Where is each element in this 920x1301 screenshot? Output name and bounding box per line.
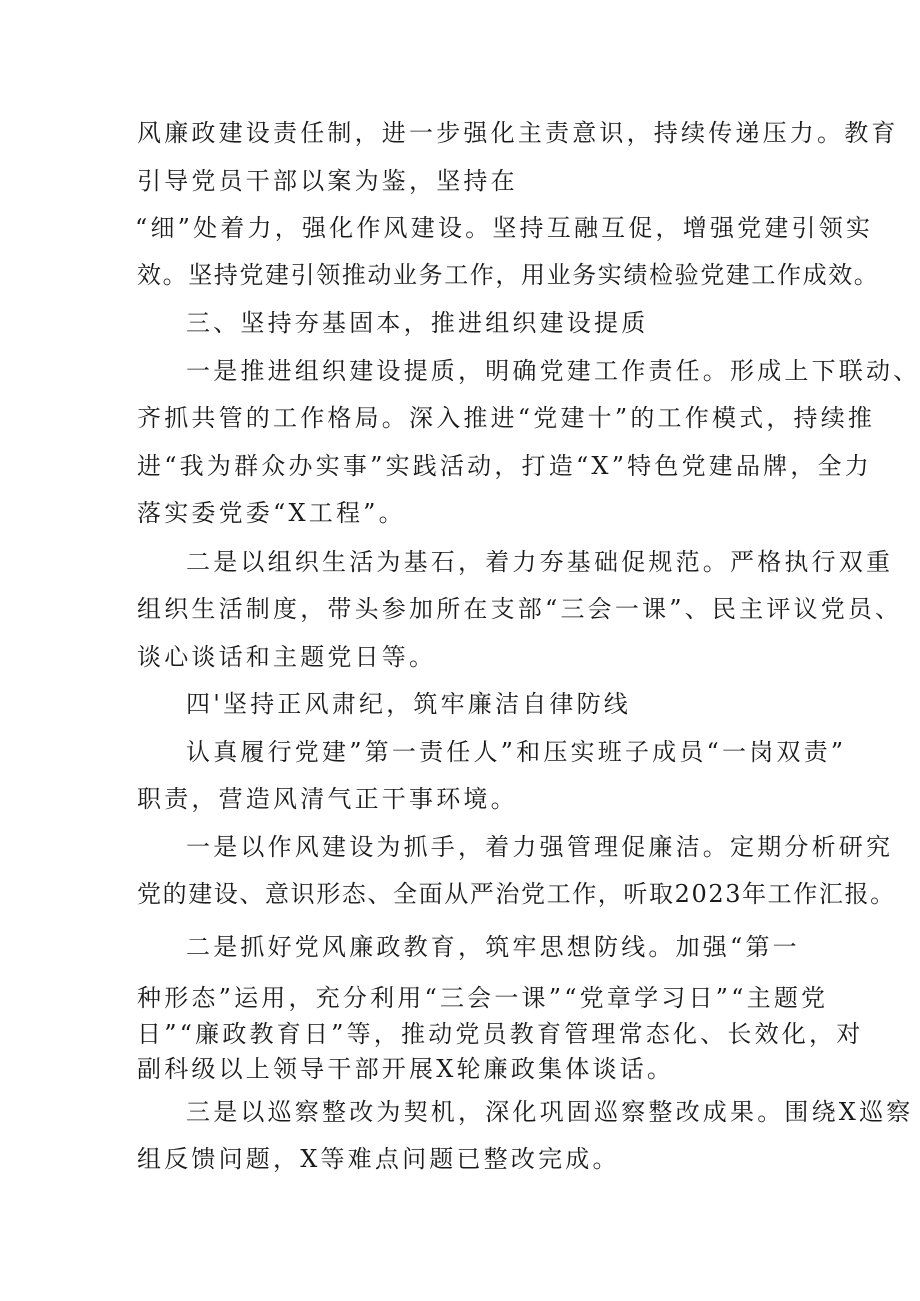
section-heading: 三、坚持夯基固本，推进组织建设提质 bbox=[186, 309, 649, 337]
text-line: 一是推进组织建设提质，明确党建工作责任。形成上下联动、 bbox=[186, 357, 920, 385]
text-line: 日”“廉政教育日”等，推动党员教育管理常态化、长效化，对 bbox=[137, 1020, 864, 1048]
text-line: 进“我为群众办实事”实践活动，打造“X”特色党建品牌，全力 bbox=[137, 452, 872, 480]
text-line: 齐抓共管的工作格局。深入推进“党建十”的工作模式，持续推 bbox=[137, 404, 876, 432]
text-line: 二是以组织生活为基石，着力夯基础促规范。严格执行双重 bbox=[186, 548, 894, 576]
text-line: 组反馈问题，X等难点问题已整改完成。 bbox=[137, 1145, 620, 1173]
text-line: 种形态”运用，充分利用“三会一课”“党章学习日”“主题党 bbox=[137, 984, 829, 1012]
text-line: 二是抓好党风廉政教育，筑牢思想防线。加强“第一 bbox=[186, 933, 800, 961]
section-heading: 四'坚持正风肃纪，筑牢廉洁自律防线 bbox=[186, 690, 631, 718]
text-line: 引导党员干部以案为鉴，坚持在 bbox=[137, 167, 518, 195]
text-line: 认真履行党建”第一责任人”和压实班子成员“一岗双责” bbox=[186, 738, 847, 766]
text-line: 职责，营造风清气正干事环境。 bbox=[137, 785, 518, 813]
text-line: 三是以巡察整改为契机，深化巩固巡察整改成果。围绕X巡察 bbox=[186, 1098, 914, 1126]
text-line: 党的建设、意识形态、全面从严治党工作，听取2023年工作汇报。 bbox=[137, 880, 896, 908]
text-line: 一是以作风建设为抓手，着力强管理促廉洁。定期分析研究 bbox=[186, 833, 894, 861]
text-line: “细”处着力，强化作风建设。坚持互融互促，增强党建引领实 bbox=[135, 214, 874, 242]
text-line: 副科级以上领导干部开展X轮廉政集体谈话。 bbox=[137, 1055, 675, 1083]
text-line: 效。坚持党建引领推动业务工作，用业务实绩检验党建工作成效。 bbox=[137, 261, 880, 289]
text-line: 落实委党委“X工程”。 bbox=[137, 499, 406, 527]
text-line: 风廉政建设责任制，进一步强化主责意识，持续传递压力。教育 bbox=[137, 119, 899, 147]
text-line: 谈心谈话和主题党日等。 bbox=[137, 643, 437, 671]
text-line: 组织生活制度，带头参加所在支部“三会一课”、民主评议党员、 bbox=[137, 595, 903, 623]
